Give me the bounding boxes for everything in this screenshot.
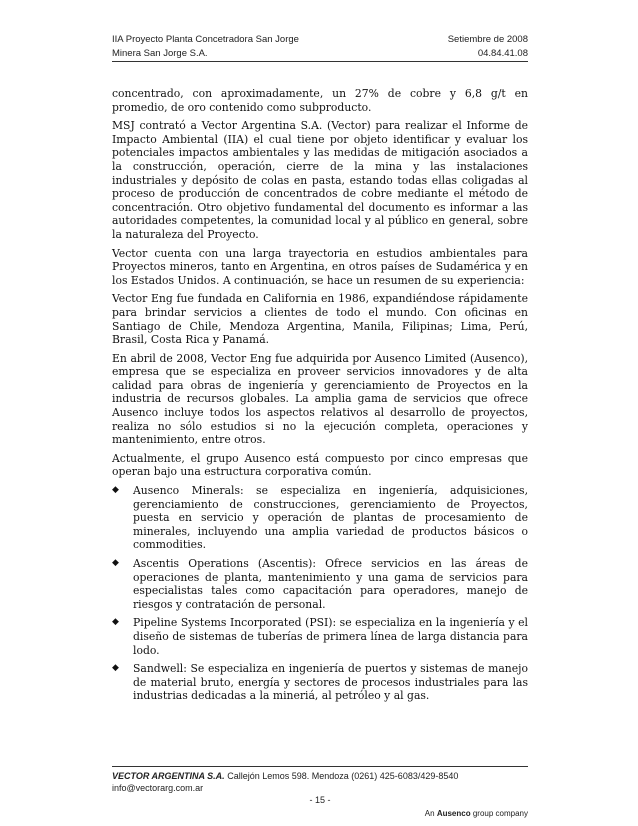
list-item-text: Ausenco Minerals: se especializa en ingeniería, adquisiciones, gerenciamiento de construcciones, gerenciamiento de Proyectos, puesta en servicio y operación de plantas de procesamiento de minerales, incluyendo una amplia variedad de productos básicos o commodities. <box>133 484 528 552</box>
footer-contact <box>112 770 528 794</box>
paragraph: Vector cuenta con una larga trayectoria en estudios ambientales para Proyectos mineros, tanto en Argentina, en otros países de Sudamérica y en los Estados Unidos. A continuación, se hace un resumen de su experiencia: <box>112 246 528 287</box>
paragraph: concentrado, con aproximadamente, un 27% de cobre y 6,8 g/t en promedio, de oro contenido como subproducto. <box>112 87 528 114</box>
paragraph: MSJ contrató a Vector Argentina S.A. (Vector) para realizar el Informe de Impacto Ambiental (IIA) el cual tiene por objeto identificar y evaluar los potenciales impactos ambientales y las medidas de mitigación asociados a la construcción, operación, cierre de la mina y las instalaciones industriales y depósito de colas en pasta, estando todas ellas coligadas al proceso de producción de concentrados de cobre mediante el método de concentración. Otro objetivo fundamental del documento es informar a las autoridades competentes, la comunidad local y al público en general, sobre la naturaleza del Proyecto. <box>112 119 528 241</box>
client-name: Minera San Jorge S.A. <box>112 48 208 59</box>
footer-divider <box>112 766 528 767</box>
tagline-suffix: group company <box>472 809 528 818</box>
tagline-prefix: An <box>424 809 435 818</box>
page-footer <box>112 770 528 820</box>
page-number: - 15 - <box>309 795 331 805</box>
paragraph: En abril de 2008, Vector Eng fue adquirida por Ausenco Limited (Ausenco), empresa que se especializa en proveer servicios innovadores y de alta calidad para obras de ingeniería y gerenciamiento de Proyectos en la industria de recursos globales. La amplia gama de servicios que ofrece Ausenco incluye todos los aspectos relativos al desarrollo de proyectos, realiza no sólo estudios si no la ejecución completa, operaciones y mantenimiento, entre otros. <box>112 351 528 447</box>
diamond-icon: ◆ <box>112 663 119 674</box>
header-row-2 <box>112 47 528 61</box>
footer-company: VECTOR ARGENTINA S.A. <box>112 771 225 781</box>
list-item-text: Ascentis Operations (Ascentis): Ofrece servicios en las áreas de operaciones de planta, mantenimiento y una gama de servicios para especialistas tales como capacitación para operadores, manejo de riesgos y contratación de personal. <box>133 557 528 611</box>
diamond-icon: ◆ <box>112 617 119 628</box>
diamond-icon: ◆ <box>112 558 119 568</box>
list-item <box>112 557 528 611</box>
diamond-icon: ◆ <box>112 485 119 496</box>
list-item <box>112 484 528 552</box>
footer-address: Callejón Lemos 598. Mendoza (0261) 425-6083/429-8540 info@vectorarg.com.ar <box>112 771 459 793</box>
list-item-text: Sandwell: Se especializa en ingeniería de puertos y sistemas de manejo de material bruto, energía y sectores de procesos industriales para las industrias dedicadas a la mineriá, al petróleo y al gas. <box>133 662 528 703</box>
tagline-brand: Ausenco <box>436 809 471 818</box>
paragraph: Vector Eng fue fundada en California en 1986, expandiéndose rápidamente para brindar servicios a clientes de todo el mundo. Con oficinas en Santiago de Chile, Mendoza Argentina, Manila, Filipinas; Lima, Perú, Brasil, Costa Rica y Panamá. <box>112 292 528 347</box>
document-date: Setiembre de 2008 <box>447 34 528 45</box>
list-item <box>112 662 528 703</box>
footer-tagline <box>112 808 528 820</box>
list-item <box>112 616 528 657</box>
list-item-text: Pipeline Systems Incorporated (PSI): se especializa en la ingeniería y el diseño de sistemas de tuberías de primera línea de larga distancia para lodo. <box>133 616 528 657</box>
document-code: 04.84.41.08 <box>477 48 528 59</box>
document-body <box>112 87 528 708</box>
header-row-1 <box>112 33 528 47</box>
page-header <box>112 33 528 61</box>
company-list <box>112 484 528 703</box>
header-divider <box>112 61 528 62</box>
project-title: IIA Proyecto Planta Concetradora San Jorge <box>112 34 299 45</box>
paragraph: Actualmente, el grupo Ausenco está compuesto por cinco empresas que operan bajo una estructura corporativa común. <box>112 451 528 479</box>
